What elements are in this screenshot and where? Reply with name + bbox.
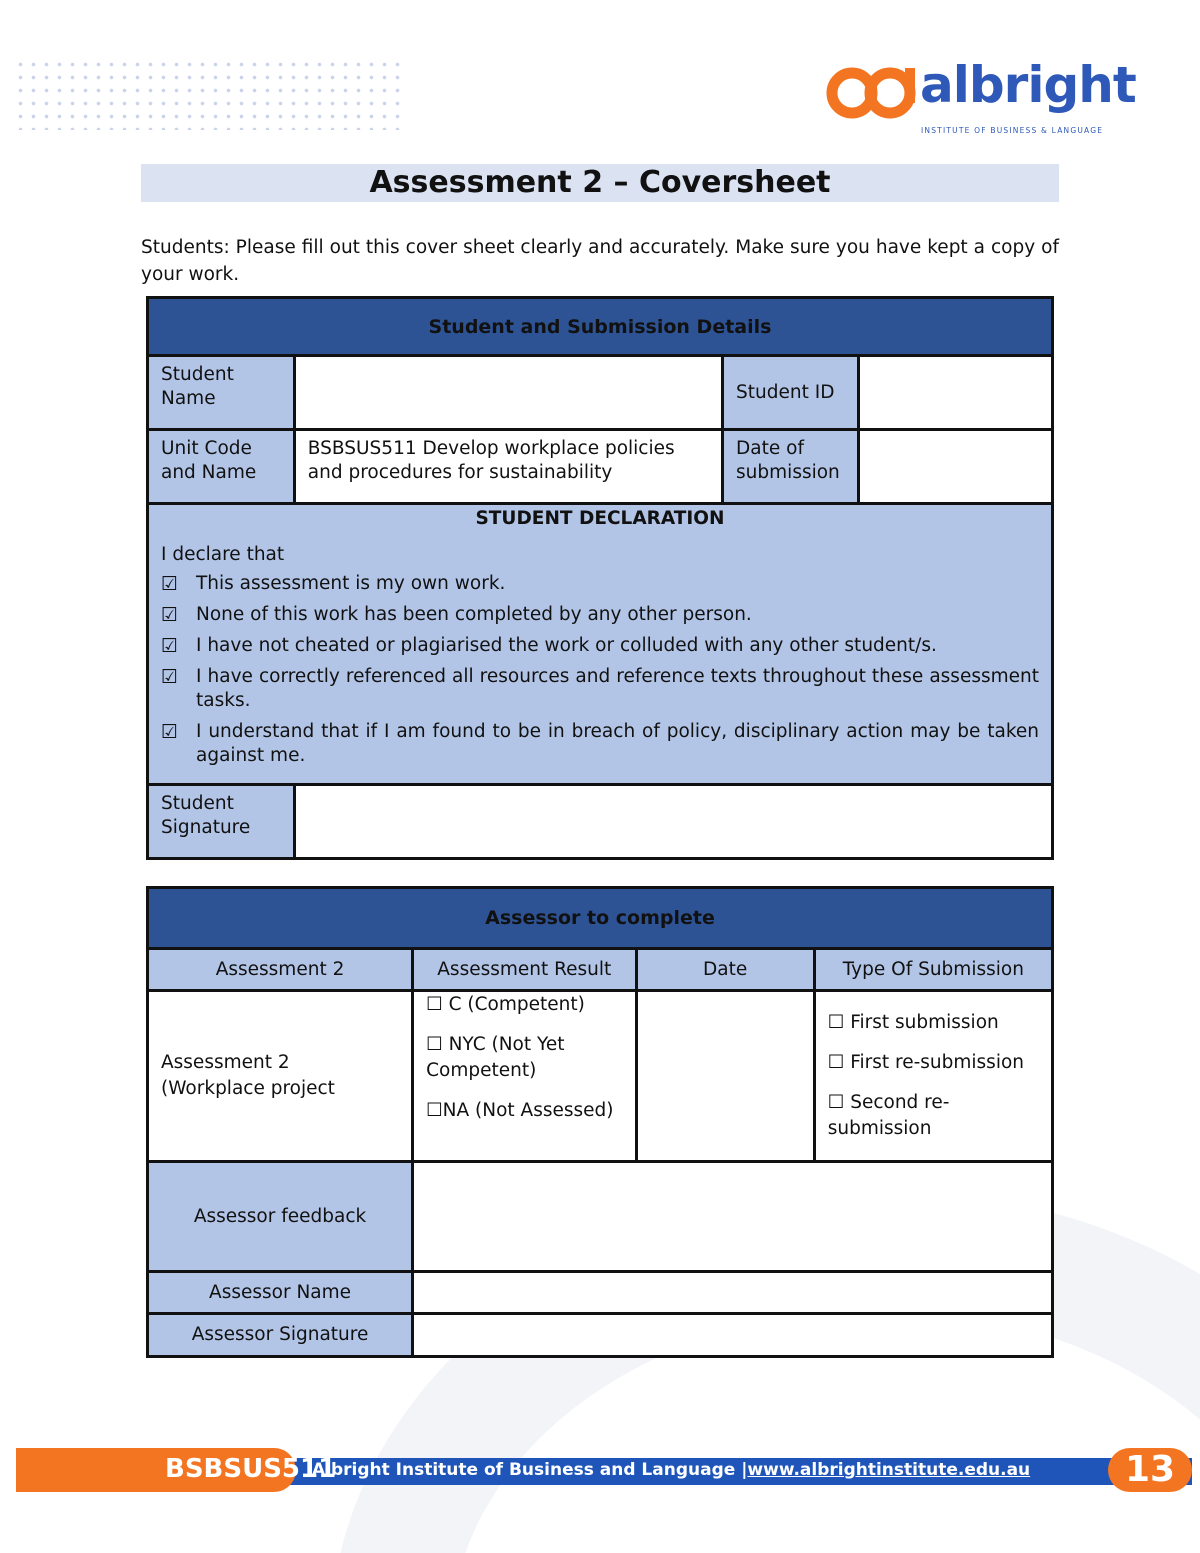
declaration-list bbox=[161, 572, 1039, 768]
logo-tagline: INSTITUTE OF BUSINESS & LANGUAGE bbox=[921, 126, 1104, 135]
student-name-field[interactable] bbox=[294, 356, 722, 430]
declaration-item: ☑ None of this work has been completed by any other person. bbox=[161, 604, 752, 626]
submission-type-options bbox=[814, 991, 1052, 1162]
student-declaration bbox=[148, 504, 1053, 785]
assessment-row-label: Assessment 2 (Workplace project bbox=[148, 991, 413, 1162]
assessment-result-options bbox=[413, 991, 636, 1162]
student-table-header: Student and Submission Details bbox=[148, 298, 1053, 356]
student-id-label: Student ID bbox=[723, 356, 859, 430]
student-id-field[interactable] bbox=[859, 356, 1053, 430]
checkbox-icon[interactable]: ☐ bbox=[827, 1052, 845, 1073]
logo-wordmark: albright bbox=[920, 56, 1136, 114]
submission-option-first[interactable]: ☐ First submission bbox=[827, 1012, 999, 1033]
col-header-date: Date bbox=[636, 949, 814, 991]
declaration-title: STUDENT DECLARATION bbox=[475, 508, 725, 529]
result-option-not-yet-competent[interactable]: ☐ NYC (Not Yet Competent) bbox=[426, 1034, 565, 1081]
declaration-intro: I declare that bbox=[161, 544, 285, 565]
col-header-assessment: Assessment 2 bbox=[148, 949, 413, 991]
col-header-result: Assessment Result bbox=[413, 949, 636, 991]
result-option-not-assessed[interactable]: ☐NA (Not Assessed) bbox=[426, 1100, 614, 1121]
page-footer bbox=[16, 1448, 1192, 1492]
col-header-submission-type: Type Of Submission bbox=[814, 949, 1052, 991]
footer-website-link[interactable]: www.albrightinstitute.edu.au bbox=[747, 1460, 1031, 1480]
checkbox-icon[interactable]: ☐ bbox=[426, 1100, 443, 1121]
albright-logo-mark-icon bbox=[826, 64, 918, 120]
decorative-dot-pattern bbox=[14, 58, 404, 130]
assessor-signature-label: Assessor Signature bbox=[148, 1314, 413, 1357]
declaration-item: ☑ I have correctly referenced all resources and reference texts throughout these assessment tasks. bbox=[161, 666, 1039, 711]
checkbox-icon[interactable]: ☐ bbox=[827, 1012, 845, 1033]
submission-option-second-resubmission[interactable]: ☐ Second re-submission bbox=[827, 1092, 950, 1139]
assessor-feedback-field[interactable] bbox=[413, 1162, 1053, 1272]
checked-box-icon[interactable]: ☑ bbox=[161, 573, 179, 595]
page-title: Assessment 2 – Coversheet bbox=[141, 164, 1059, 202]
student-name-label: Student Name bbox=[148, 356, 295, 430]
footer-institute-text bbox=[312, 1460, 1030, 1480]
albright-logo bbox=[826, 56, 1136, 140]
student-signature-label: Student Signature bbox=[148, 785, 295, 859]
checkbox-icon[interactable]: ☐ bbox=[426, 1034, 443, 1055]
assessor-table bbox=[146, 886, 1054, 1358]
checked-box-icon[interactable]: ☑ bbox=[161, 635, 179, 657]
checked-box-icon[interactable]: ☑ bbox=[161, 721, 179, 743]
checkbox-icon[interactable]: ☐ bbox=[827, 1092, 845, 1113]
assessor-signature-field[interactable] bbox=[413, 1314, 1053, 1357]
declaration-item: ☑ I understand that if I am found to be in breach of policy, disciplinary action may be taken against me. bbox=[161, 721, 1039, 766]
page-number: 13 bbox=[1124, 1449, 1176, 1490]
footer-institute-name: Albright Institute of Business and Language | bbox=[312, 1460, 748, 1480]
checked-box-icon[interactable]: ☑ bbox=[161, 666, 179, 688]
assessor-feedback-label: Assessor feedback bbox=[148, 1162, 413, 1272]
footer-unit-code: BSBSUS511 bbox=[165, 1454, 337, 1484]
declaration-item: ☑ I have not cheated or plagiarised the work or colluded with any other student/s. bbox=[161, 635, 937, 657]
assessment-date-field[interactable] bbox=[636, 991, 814, 1162]
unit-code-value: BSBSUS511 Develop workplace policies and procedures for sustainability bbox=[294, 430, 722, 504]
assessor-name-field[interactable] bbox=[413, 1272, 1053, 1314]
student-signature-field[interactable] bbox=[294, 785, 1052, 859]
result-option-competent[interactable]: ☐ C (Competent) bbox=[426, 994, 585, 1015]
declaration-item: ☑ This assessment is my own work. bbox=[161, 573, 506, 595]
date-of-submission-field[interactable] bbox=[859, 430, 1053, 504]
assessor-table-header: Assessor to complete bbox=[148, 888, 1053, 949]
assessor-name-label: Assessor Name bbox=[148, 1272, 413, 1314]
date-of-submission-label: Date of submission bbox=[723, 430, 859, 504]
intro-instructions: Students: Please fill out this cover sheet clearly and accurately. Make sure you have kept a copy of your work. bbox=[141, 237, 1059, 285]
submission-option-first-resubmission[interactable]: ☐ First re-submission bbox=[827, 1052, 1025, 1073]
unit-code-label: Unit Code and Name bbox=[148, 430, 295, 504]
checkbox-icon[interactable]: ☐ bbox=[426, 994, 443, 1015]
student-submission-table bbox=[146, 296, 1054, 860]
checked-box-icon[interactable]: ☑ bbox=[161, 604, 179, 626]
